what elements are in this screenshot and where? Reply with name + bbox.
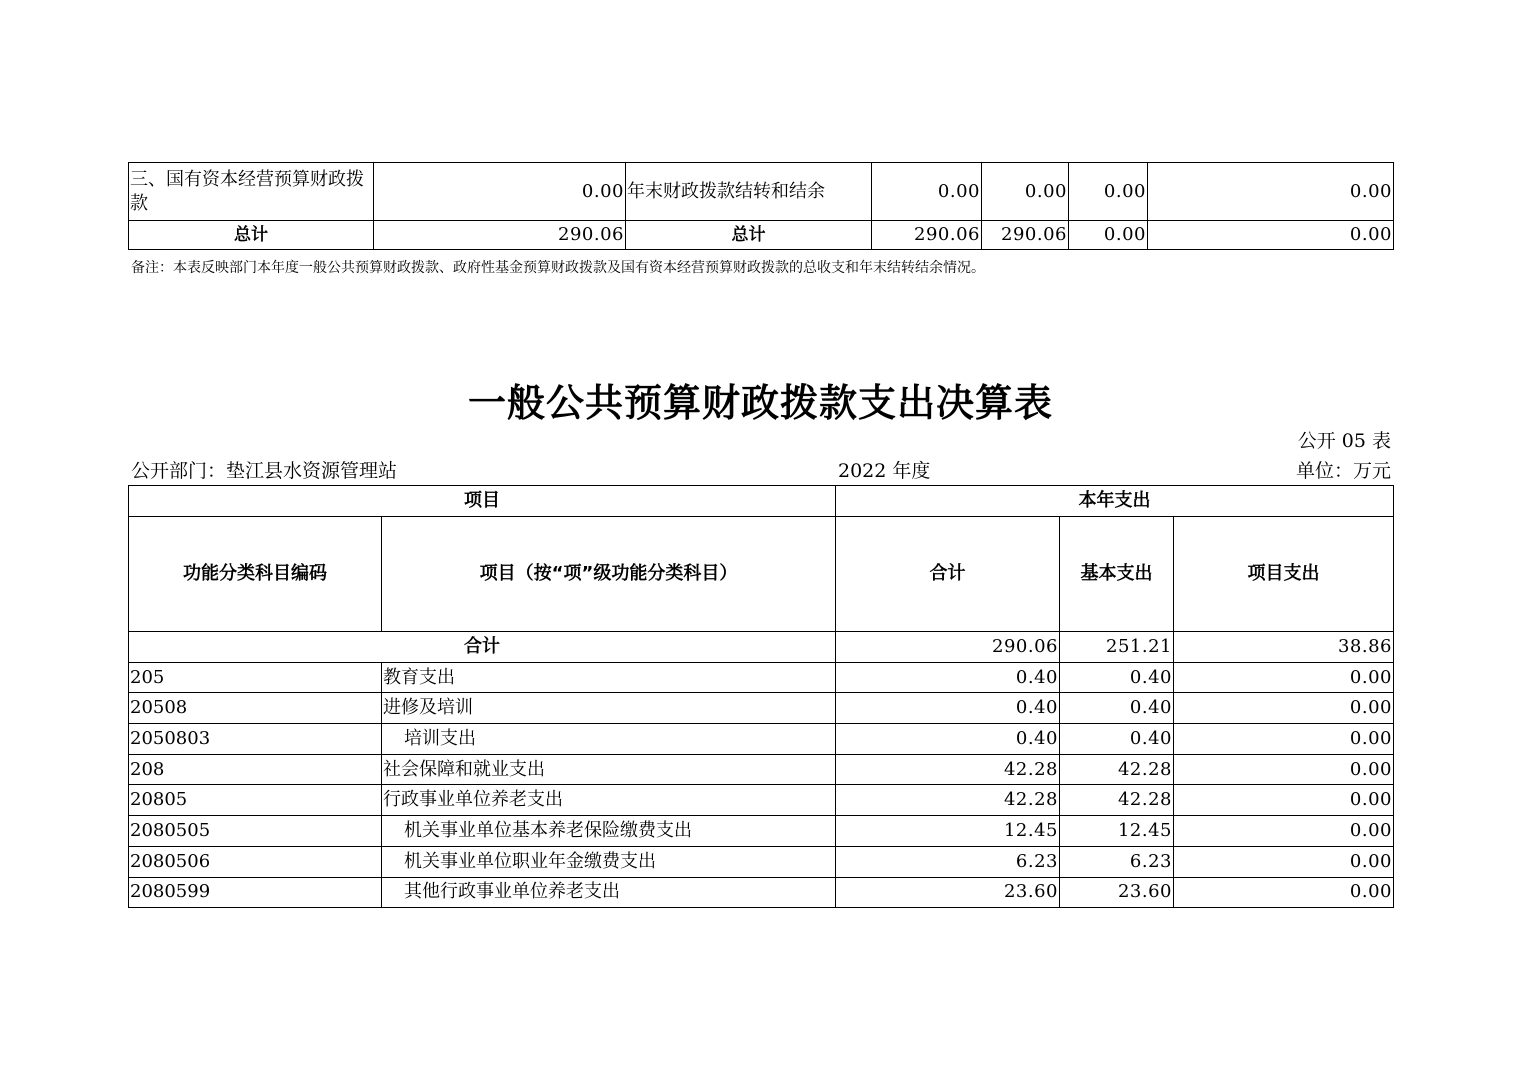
row-project: 0.00	[1174, 724, 1394, 755]
expense-value: 290.06	[872, 221, 982, 250]
table-row	[129, 846, 1394, 877]
row-basic: 0.40	[1060, 693, 1174, 724]
expense-value: 0.00	[982, 163, 1069, 221]
total-basic: 251.21	[1060, 632, 1174, 663]
table-row	[129, 816, 1394, 847]
total-row	[129, 632, 1394, 663]
table-note: 备注：本表反映部门本年度一般公共预算财政拨款、政府性基金预算财政拨款及国有资本经营预算财政拨款的总收支和年末结转结余情况。	[131, 260, 985, 276]
row-basic: 6.23	[1060, 846, 1174, 877]
header-name: 项目（按“项”级功能分类科目）	[382, 517, 836, 632]
total-label: 合计	[129, 632, 836, 663]
header-item: 项目	[129, 486, 836, 517]
row-name: 教育支出	[382, 662, 836, 693]
row-code: 2080506	[129, 846, 382, 877]
row-basic: 42.28	[1060, 785, 1174, 816]
expense-value: 290.06	[982, 221, 1069, 250]
expenditure-table	[128, 485, 1394, 908]
row-code: 2080505	[129, 816, 382, 847]
row-total: 42.28	[836, 754, 1060, 785]
row-total: 0.40	[836, 724, 1060, 755]
form-number: 公开 05 表	[1297, 430, 1391, 452]
row-basic: 42.28	[1060, 754, 1174, 785]
total-project: 38.86	[1174, 632, 1394, 663]
header-basic: 基本支出	[1060, 517, 1174, 632]
row-project: 0.00	[1174, 754, 1394, 785]
row-name: 行政事业单位养老支出	[382, 785, 836, 816]
row-total: 6.23	[836, 846, 1060, 877]
table-row	[129, 221, 1394, 250]
row-project: 0.00	[1174, 693, 1394, 724]
header-project: 项目支出	[1174, 517, 1394, 632]
table-row	[129, 785, 1394, 816]
row-code: 20508	[129, 693, 382, 724]
income-amount: 0.00	[374, 163, 626, 221]
row-total: 0.40	[836, 662, 1060, 693]
table-row	[129, 877, 1394, 908]
income-total-amount: 290.06	[374, 221, 626, 250]
row-name: 其他行政事业单位养老支出	[382, 877, 836, 908]
row-name: 培训支出	[382, 724, 836, 755]
header-row	[129, 486, 1394, 517]
row-basic: 12.45	[1060, 816, 1174, 847]
table-row	[129, 662, 1394, 693]
row-name: 机关事业单位职业年金缴费支出	[382, 846, 836, 877]
row-total: 12.45	[836, 816, 1060, 847]
page-title: 一般公共预算财政拨款支出决算表	[467, 381, 1053, 425]
total-amount: 290.06	[836, 632, 1060, 663]
row-name: 进修及培训	[382, 693, 836, 724]
expense-value: 0.00	[872, 163, 982, 221]
row-project: 0.00	[1174, 662, 1394, 693]
table-row	[129, 163, 1394, 221]
expense-label: 年末财政拨款结转和结余	[626, 163, 872, 221]
expense-value: 0.00	[1069, 221, 1148, 250]
table-row	[129, 693, 1394, 724]
row-project: 0.00	[1174, 785, 1394, 816]
row-basic: 0.40	[1060, 662, 1174, 693]
row-project: 0.00	[1174, 877, 1394, 908]
row-name: 机关事业单位基本养老保险缴费支出	[382, 816, 836, 847]
row-total: 42.28	[836, 785, 1060, 816]
header-current-expenditure: 本年支出	[836, 486, 1394, 517]
header-code: 功能分类科目编码	[129, 517, 382, 632]
unit-label: 单位：万元	[1295, 460, 1391, 482]
expense-value: 0.00	[1148, 221, 1394, 250]
row-code: 2050803	[129, 724, 382, 755]
row-code: 20805	[129, 785, 382, 816]
row-total: 23.60	[836, 877, 1060, 908]
expense-value: 0.00	[1069, 163, 1148, 221]
row-basic: 23.60	[1060, 877, 1174, 908]
income-label: 三、国有资本经营预算财政拨款	[129, 163, 374, 221]
expense-value: 0.00	[1148, 163, 1394, 221]
row-code: 208	[129, 754, 382, 785]
expense-total-label: 总计	[626, 221, 872, 250]
fiscal-year: 2022 年度	[838, 460, 931, 482]
row-code: 205	[129, 662, 382, 693]
header-total: 合计	[836, 517, 1060, 632]
table-row	[129, 754, 1394, 785]
row-basic: 0.40	[1060, 724, 1174, 755]
row-project: 0.00	[1174, 816, 1394, 847]
department-label: 公开部门：垫江县水资源管理站	[131, 460, 398, 482]
row-code: 2080599	[129, 877, 382, 908]
header-row	[129, 517, 1394, 632]
row-project: 0.00	[1174, 846, 1394, 877]
row-name: 社会保障和就业支出	[382, 754, 836, 785]
income-total-label: 总计	[129, 221, 374, 250]
previous-table-tail	[128, 162, 1394, 250]
row-total: 0.40	[836, 693, 1060, 724]
table-row	[129, 724, 1394, 755]
